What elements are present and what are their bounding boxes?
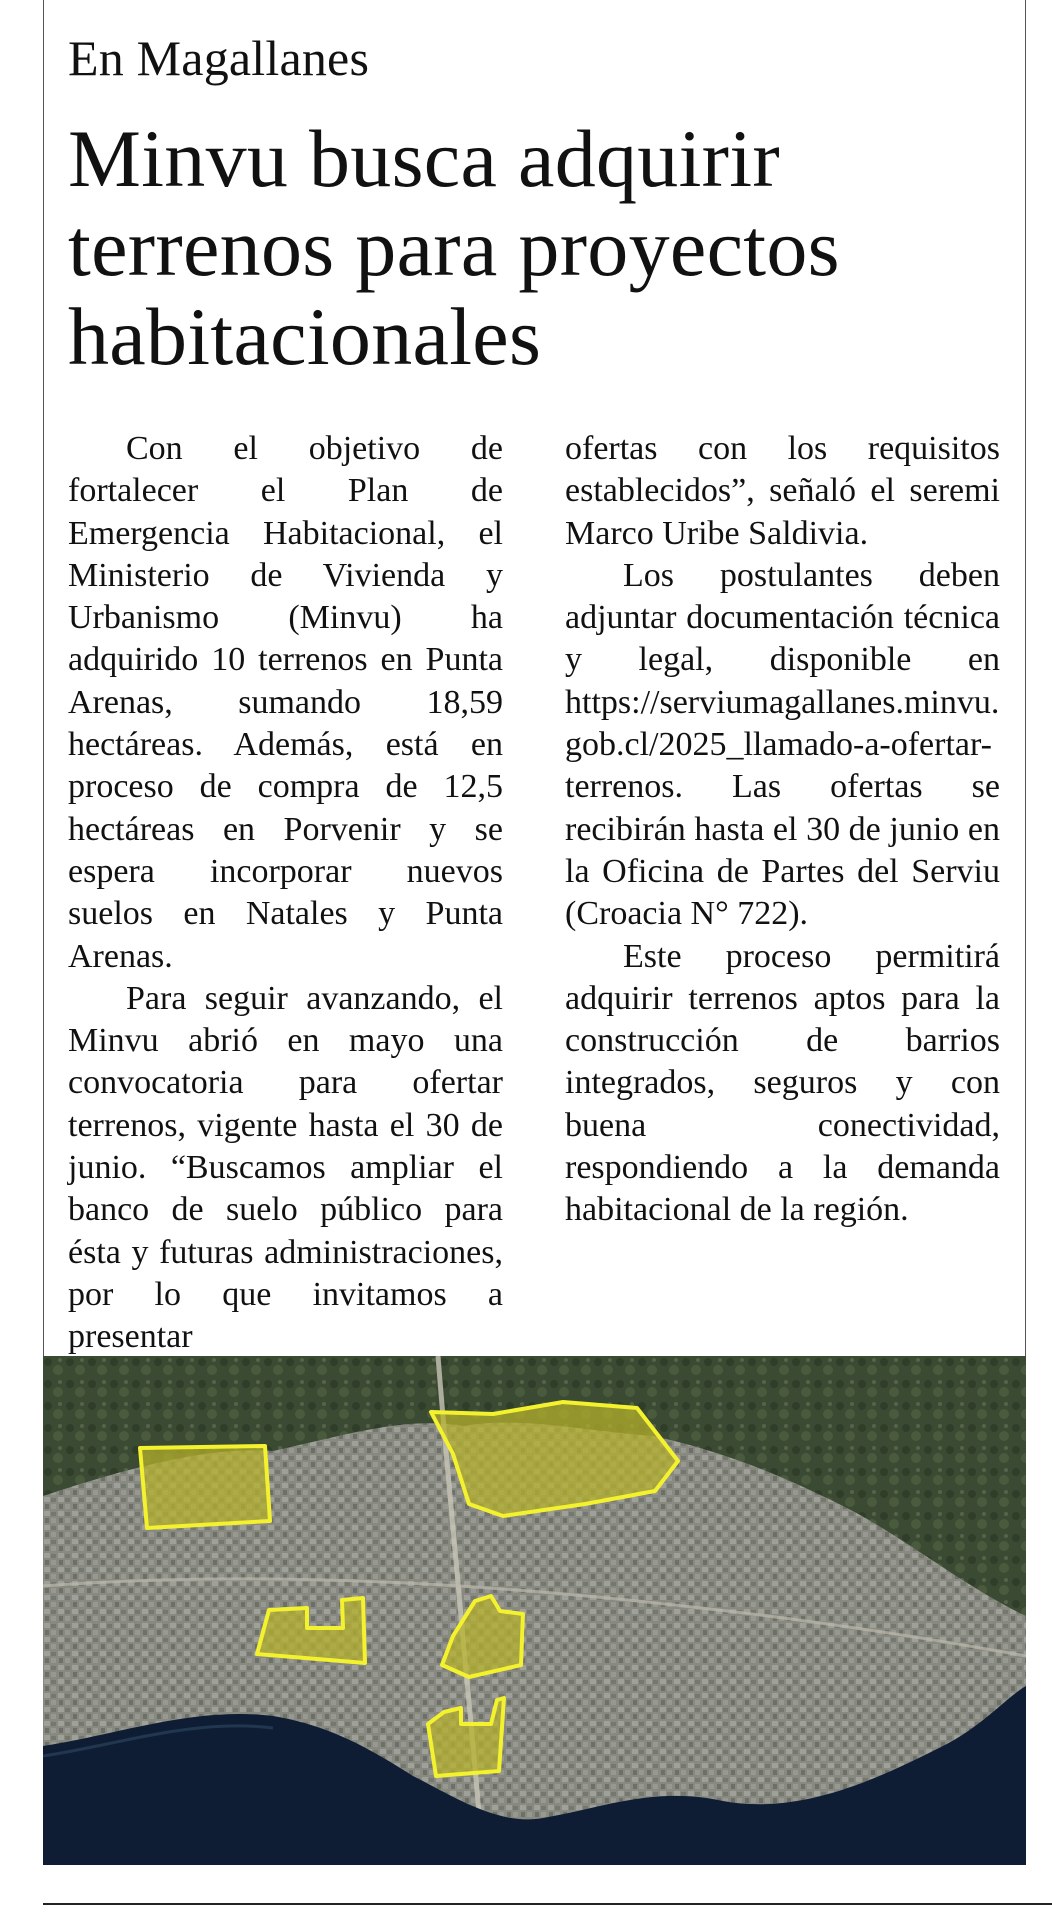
article-column-left: [68, 428, 503, 1359]
aerial-photo-punta-arenas: [43, 1356, 1026, 1865]
headline-line-1: Minvu busca adquirir: [68, 113, 780, 204]
frame-right-rule: [1025, 0, 1026, 1356]
paragraph-1: Con el objetivo de fortalecer el Plan de Emergencia Habitacional, el Ministerio de Vivienda y Urbanismo (Minvu) ha adquirido 10 terrenos en Punta Arenas, sumando 18,59 hectáreas. Además, está en proceso de compra de 12,5 hectáreas en Porvenir y se espera incorporar nuevos suelos en Natales y Punta Arenas.: [68, 430, 503, 975]
aerial-map-svg: [43, 1356, 1026, 1865]
section-label: En Magallanes: [68, 30, 370, 86]
article-column-right: [565, 428, 1000, 1232]
plot-northwest: [140, 1446, 270, 1528]
headline: [68, 114, 1018, 381]
paragraph-2-continued: ofertas con los requisitos establecidos”, señaló el seremi Marco Uribe Saldivia.: [565, 430, 1000, 552]
frame-left-rule: [43, 0, 44, 1356]
headline-line-3: habitacionales: [68, 291, 542, 382]
paragraph-3: Los postulantes deben adjuntar documentación técnica y legal, disponible en https://serviumagallanes.minvu.gob.cl/2025_llamado-a-ofertar-terrenos. Las ofertas se recibirán hasta el 30 de junio en la Oficina de Partes del Serviu (Croacia N° 722).: [565, 556, 1000, 933]
paragraph-2: Para seguir avanzando, el Minvu abrió en mayo una convocatoria para ofertar terrenos, vigente hasta el 30 de junio. “Buscamos ampliar el banco de suelo público para ésta y futuras administraciones, por lo que invitamos a presentar: [68, 979, 503, 1356]
paragraph-4: Este proceso permitirá adquirir terrenos aptos para la construcción de barrios integrados, seguros y con buena conectividad, respondiendo a la demanda habitacional de la región.: [565, 937, 1000, 1229]
bottom-rule: [43, 1903, 1052, 1905]
headline-line-2: terrenos para proyectos: [68, 202, 840, 293]
